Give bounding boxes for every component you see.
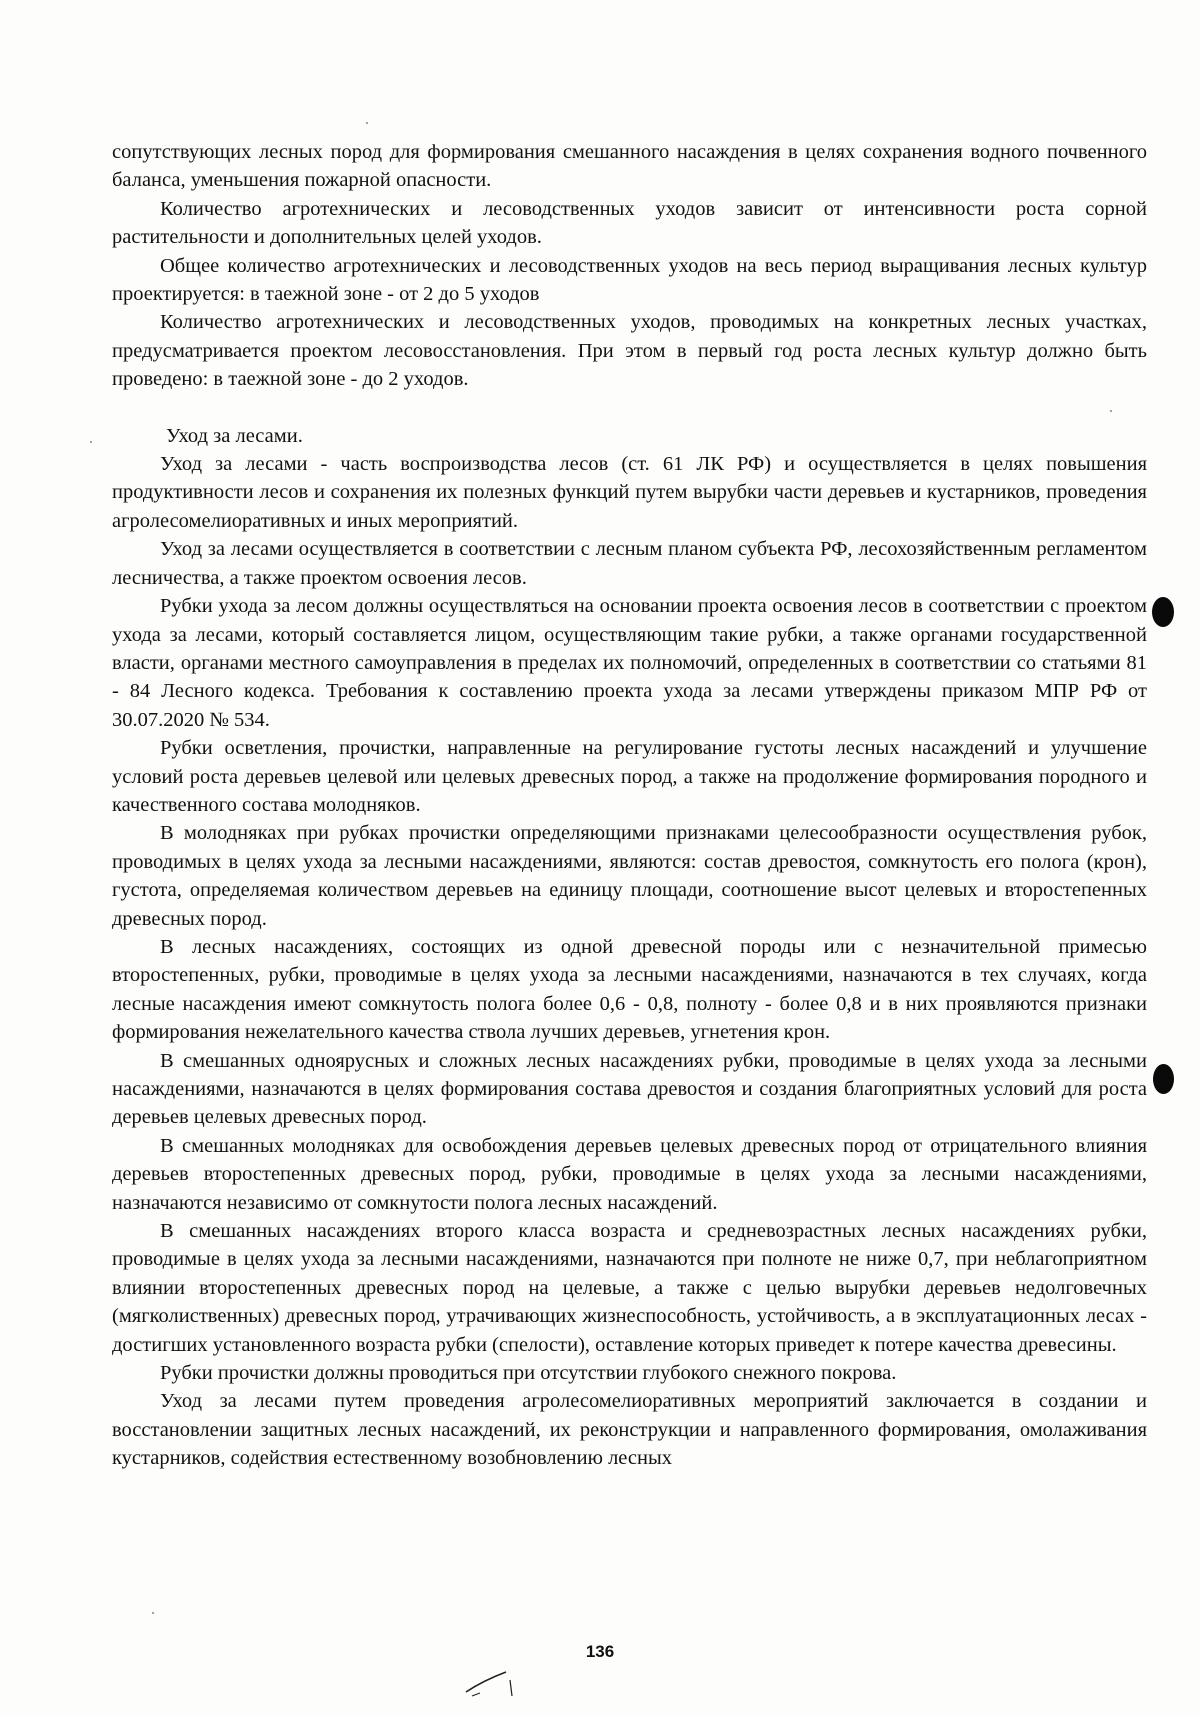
paragraph: В смешанных насаждениях второго класса возраста и средневозрастных лесных насаждениях рубки, проводимые в целях ухода за лесными насаждениями, назначаются при полноте не ниже 0,7, при неблагоприятном влиянии второстепенных древесных пород на целевые, а также с целью вырубки деревьев недолговечных (мягколиственных) древесных пород, утрачивающих жизнеспособность, устойчивость, а в эксплуатационных лесах - достигших установленного возраста рубки (спелости), оставление которых приведет к потере качества древесины. bbox=[112, 1220, 1147, 1356]
scan-speck bbox=[366, 122, 368, 124]
paragraph: сопутствующих лесных пород для формирования смешанного насаждения в целях сохранения водного почвенного баланса, уменьшения пожарной опасности. bbox=[112, 141, 1147, 192]
paragraph: Уход за лесами путем проведения агролесомелиоративных мероприятий заключается в создании и восстановлении защитных лесных насаждений, их реконструкции и направленного формирования, омолаживания кустарников, содействия естественному возобновлению лесных bbox=[112, 1390, 1147, 1470]
paragraph: Уход за лесами - часть воспроизводства лесов (ст. 61 ЛК РФ) и осуществляется в целях повышения продуктивности лесов и сохранения их полезных функций путем вырубки части деревьев и кустарников, проведения агролесомелиоративных и иных мероприятий. bbox=[112, 453, 1147, 532]
paragraph: В лесных насаждениях, состоящих из одной древесной породы или с незначительной примесью второстепенных, рубки, проводимые в целях ухода за лесными насаждениями, назначаются в тех случаях, когда лесные насаждения имеют сомкнутость полога более 0,6 - 0,8, полноту - более 0,8 и в них проявляются признаки формирования нежелательного качества ствола лучших деревьев, угнетения крон. bbox=[112, 935, 1147, 1044]
scan-speck bbox=[90, 441, 92, 443]
paragraph: Рубки прочистки должны проводиться при отсутствии глубокого снежного покрова. bbox=[160, 1362, 897, 1385]
scan-speck bbox=[152, 1612, 154, 1614]
section-heading: Уход за лесами. bbox=[166, 424, 303, 447]
paragraph: Рубки осветления, прочистки, направленные на регулирование густоты лесных насаждений и улучшение условий роста деревьев целевой или целевых древесных пород, а также на продолжение формирования породного и качественного состава молодняков. bbox=[112, 737, 1147, 816]
punch-hole-mark bbox=[1152, 597, 1174, 627]
paragraph: Количество агротехнических и лесоводственных уходов зависит от интенсивности роста сорной растительности и дополнительных целей уходов. bbox=[112, 197, 1147, 249]
paragraph: В смешанных одноярусных и сложных лесных насаждениях рубки, проводимые в целях ухода за лесными насаждениями, назначаются в целях формирования состава древостоя и создания благоприятных условий для роста деревьев целевых древесных пород. bbox=[112, 1049, 1147, 1129]
pen-stroke-mark bbox=[462, 1666, 522, 1702]
paragraph: В смешанных молодняках для освобождения деревьев целевых древесных пород от отрицательного влияния деревьев второстепенных древесных пород, рубки, проводимые в целях ухода за лесными насаждениями, назначаются независимо от сомкнутости полога лесных насаждений. bbox=[112, 1134, 1147, 1214]
paragraph: Количество агротехнических и лесоводственных уходов, проводимых на конкретных лесных участках, предусматривается проектом лесовосстановления. При этом в первый год роста лесных культур должно быть проведено: в таежной зоне - до 2 уходов. bbox=[112, 311, 1147, 391]
paragraph: Рубки ухода за лесом должны осуществляться на основании проекта освоения лесов в соответствии с проектом ухода за лесами, который составляется лицом, осуществляющим такие рубки, а также органами государственной власти, органами местного самоуправления в пределах их полномочий, определенных в соответствии со статьями 81 - 84 Лесного кодекса. Требования к составлению проекта ухода за лесами утверждены приказом МПР РФ от 30.07.2020 № 534. bbox=[112, 595, 1147, 731]
paragraph: Уход за лесами осуществляется в соответствии с лесным планом субъекта РФ, лесохозяйственным регламентом лесничества, а также проектом освоения лесов. bbox=[112, 538, 1147, 589]
paragraph: Общее количество агротехнических и лесоводственных уходов на весь период выращивания лесных культур проектируется: в таежной зоне - от 2 до 5 уходов bbox=[112, 254, 1147, 306]
page-number: 136 bbox=[585, 1642, 615, 1661]
document-body bbox=[112, 138, 1147, 1473]
paragraph: В молодняках при рубках прочистки определяющими признаками целесообразности осуществления рубок, проводимых в целях ухода за лесными насаждениями, являются: состав древостоя, сомкнутость его полога (крон), густота, определяемая количеством деревьев на единицу площади, соотношение высот целевых и второстепенных древесных пород. bbox=[112, 822, 1147, 930]
punch-hole-mark bbox=[1153, 1064, 1174, 1094]
